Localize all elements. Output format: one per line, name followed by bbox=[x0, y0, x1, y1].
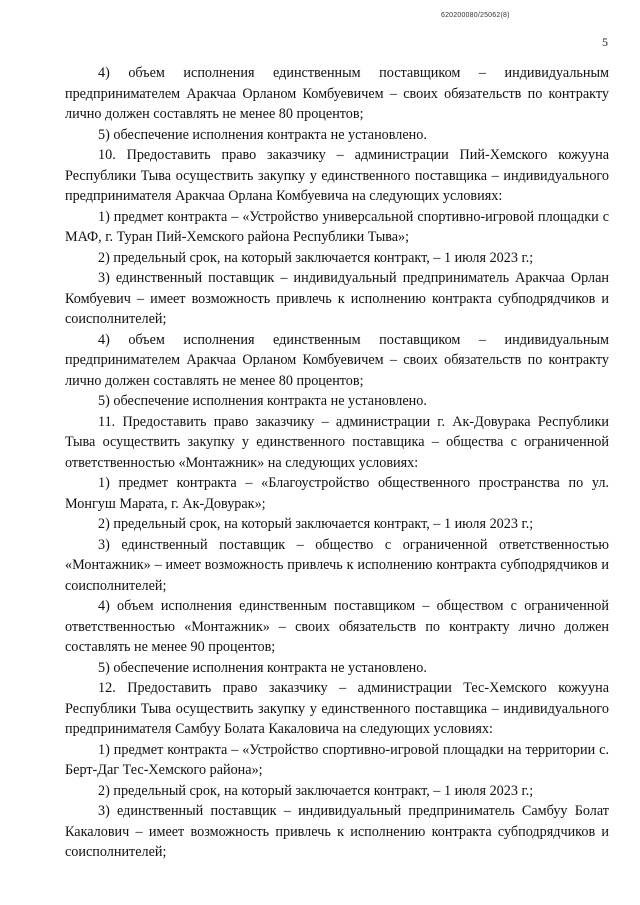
paragraph: 4) объем исполнения единственным поставщиком – обществом с ограниченной ответственностью «Монтажник» – своих обязательств по контракту лично должен составлять не менее 90 процентов; bbox=[65, 598, 609, 655]
paragraph: 1) предмет контракта – «Благоустройство общественного пространства по ул. Монгуш Марата, г. Ак-Довурак»; bbox=[65, 475, 609, 512]
paragraph: 3) единственный поставщик – индивидуальный предприниматель Самбуу Болат Какалович – имеет возможность привлечь к исполнению контракта субподрядчиков и соисполнителей; bbox=[65, 803, 609, 860]
paragraph: 3) единственный поставщик – общество с ограниченной ответственностью «Монтажник» – имеет возможность привлечь к исполнению контракта субподрядчиков и соисполнителей; bbox=[65, 536, 609, 594]
paragraph: 2) предельный срок, на который заключается контракт, – 1 июля 2023 г.; bbox=[98, 249, 534, 266]
paragraph: 2) предельный срок, на который заключается контракт, – 1 июля 2023 г.; bbox=[98, 516, 534, 532]
paragraph: 10. Предоставить право заказчику – администрации Пий-Хемского кожууна Республики Тыва осуществить закупку у единственного поставщика – индивидуального предпринимателя Аракчаа Орлана Комбуевича на следующих условиях: bbox=[65, 147, 609, 204]
paragraph: 1) предмет контракта – «Устройство спортивно-игровой площадки на территории с. Берт-Даг Тес-Хемского района»; bbox=[65, 741, 609, 778]
document-body bbox=[65, 63, 609, 863]
paragraph: 4) объем исполнения единственным поставщиком – индивидуальным предпринимателем Аракчаа Орланом Комбуевичем – своих обязательств по контракту лично должен составлять не менее 80 процентов; bbox=[65, 331, 609, 389]
paragraph: 12. Предоставить право заказчику – администрации Тес-Хемского кожууна Республики Тыва осуществить закупку у единственного поставщика – индивидуального предпринимателя Самбуу Болата Какаловича на следующих условиях: bbox=[65, 680, 609, 737]
document-code: 620200080/25062(8) bbox=[441, 12, 510, 19]
paragraph: 5) обеспечение исполнения контракта не установлено. bbox=[98, 126, 427, 143]
paragraph: 5) обеспечение исполнения контракта не установлено. bbox=[98, 393, 427, 409]
page-number: 5 bbox=[602, 35, 608, 49]
paragraph: 1) предмет контракта – «Устройство универсальной спортивно-игровой площадки с МАФ, г. Туран Пий-Хемского района Республики Тыва»; bbox=[65, 208, 609, 245]
paragraph: 2) предельный срок, на который заключается контракт, – 1 июля 2023 г.; bbox=[98, 782, 534, 799]
paragraph: 11. Предоставить право заказчику – администрации г. Ак-Довурака Республики Тыва осуществить закупку у единственного поставщика – общества с ограниченной ответственностью «Монтажник» на следующих условиях: bbox=[65, 413, 609, 471]
paragraph: 3) единственный поставщик – индивидуальный предприниматель Аракчаа Орлан Комбуевич – имеет возможность привлечь к исполнению контракта субподрядчиков и соисполнителей; bbox=[65, 270, 609, 327]
paragraph: 4) объем исполнения единственным поставщиком – индивидуальным предпринимателем Аракчаа Орланом Комбуевичем – своих обязательств по контракту лично должен составлять не менее 80 процентов; bbox=[65, 65, 609, 122]
paragraph: 5) обеспечение исполнения контракта не установлено. bbox=[98, 659, 427, 676]
